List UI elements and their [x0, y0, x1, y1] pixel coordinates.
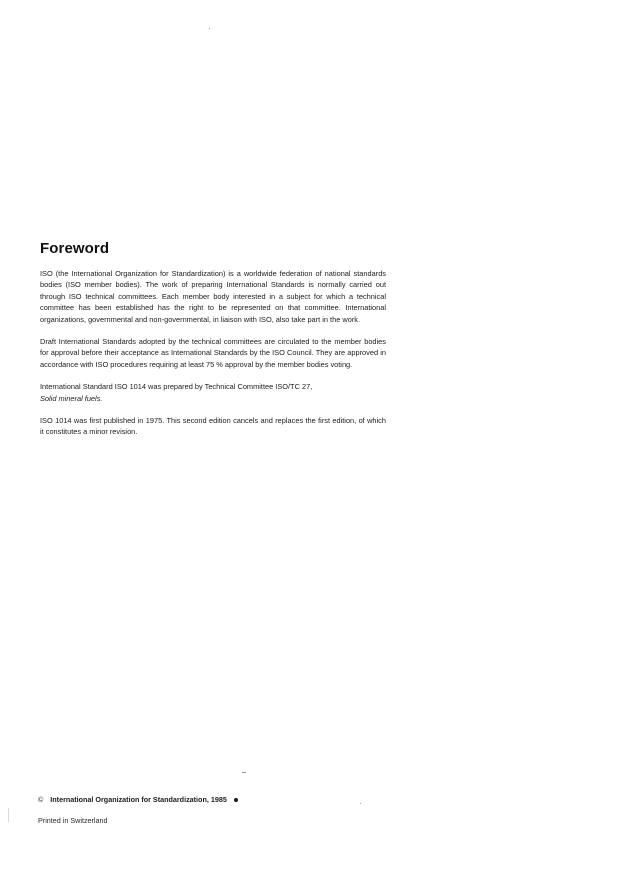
foreword-heading: Foreword — [40, 240, 110, 257]
copyright-text: International Organization for Standardization, 1985 — [50, 795, 227, 804]
scan-speck — [242, 772, 246, 773]
printed-in-line: Printed in Switzerland — [38, 816, 108, 825]
copyright-line — [38, 795, 238, 804]
copyright-symbol: © — [38, 795, 44, 804]
paragraph-draft-standards: Draft International Standards adopted by the technical committees are circulated to the member bodies for approval before their acceptance as International Standards by the ISO Council. They are approved in accordance with ISO procedures requiring at least 75 % approval by the member bodies voting. — [40, 337, 386, 369]
paragraph-prepared-by — [40, 381, 386, 404]
prepared-by-text: International Standard ISO 1014 was prepared by Technical Committee ISO/TC 27, — [40, 382, 313, 392]
paragraph-iso-federation: ISO (the International Organization for Standardization) is a worldwide federation of national standards bodies (ISO member bodies). The work of preparing International Standards is normally carried out through ISO technical committees. Each member body interested in a subject for which a technical committee has been established has the right to be represented on that committee. International organizations, governmental and non-governmental, in liaison with ISO, also take part in the work. — [40, 269, 386, 324]
bullet-dot-icon — [234, 798, 238, 802]
scan-speck — [360, 803, 361, 804]
scan-speck — [209, 28, 210, 29]
committee-name: Solid mineral fuels. — [40, 393, 103, 403]
scan-speck — [8, 808, 9, 822]
paragraph-edition-note: ISO 1014 was first published in 1975. This second edition cancels and replaces the first edition, of which it constitutes a minor revision. — [40, 416, 386, 437]
foreword-body — [40, 268, 386, 449]
